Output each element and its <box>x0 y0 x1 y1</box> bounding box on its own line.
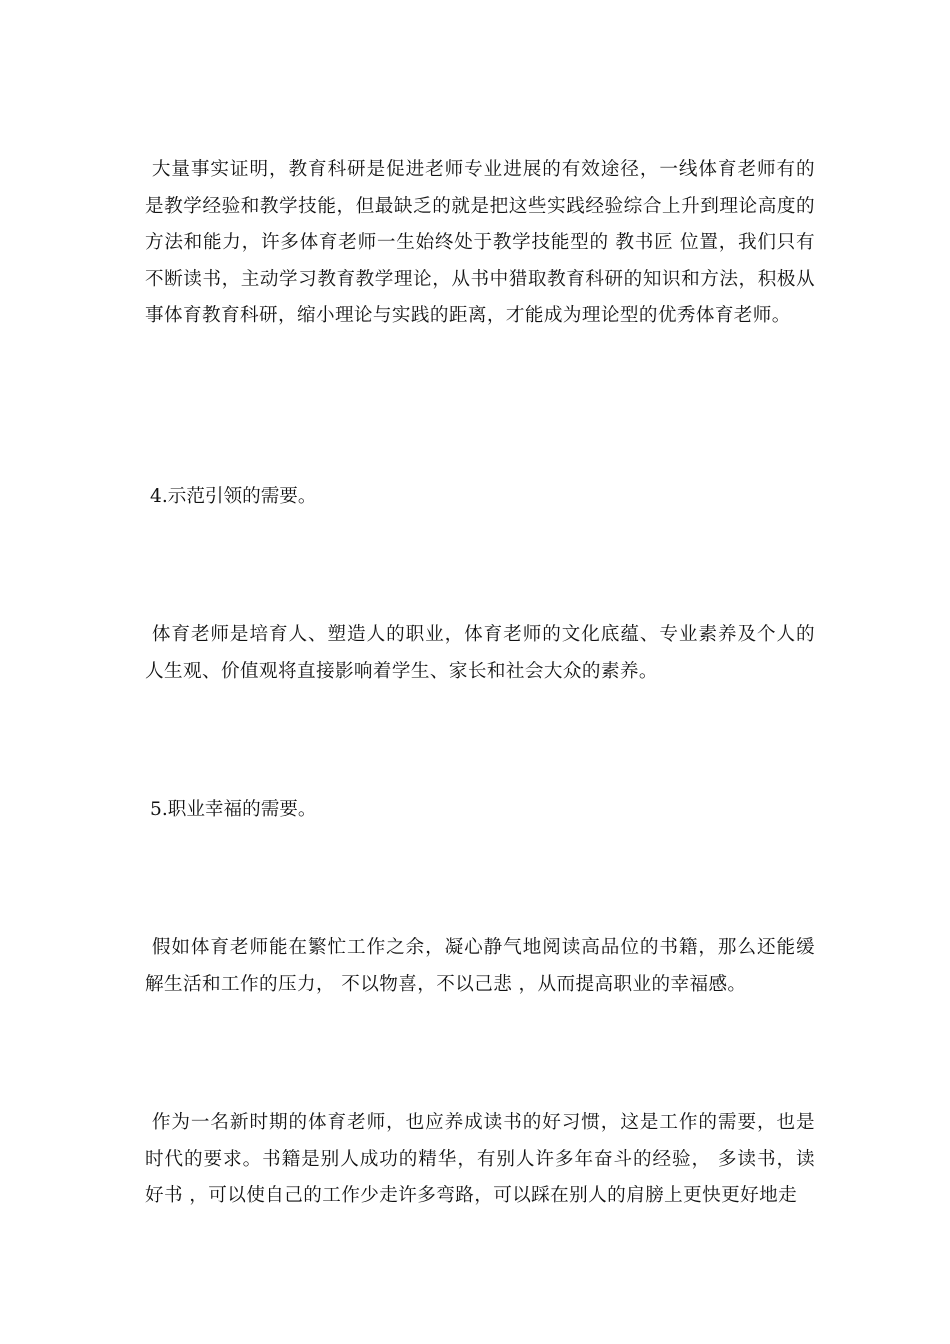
section-heading-5: 5.职业幸福的需要。 <box>150 799 317 820</box>
body-paragraph-reading-habit: 作为一名新时期的体育老师，也应养成读书的好习惯，这是工作的需要，也是时代的要求。书籍是别人成功的精华，有别人许多年奋斗的经验， 多读书，读好书 ，可以使自己的工作少走许多弯路，可以踩在别人的肩膀上更快更好地走 <box>145 1112 815 1206</box>
section-heading-4: 4.示范引领的需要。 <box>150 486 317 507</box>
body-paragraph-research: 大量事实证明，教育科研是促进老师专业进展的有效途径，一线体育老师有的是教学经验和教学技能，但最缺乏的就是把这些实践经验综合上升到理论高度的方法和能力，许多体育老师一生始终处于教学技能型的 教书匠 位置，我们只有不断读书，主动学习教育教学理论，从书中猎取教育科研的知识和方法，积极从事体育教育科研，缩小理论与实践的距离，才能成为理论型的优秀体育老师。 <box>145 159 815 326</box>
body-paragraph-role-model: 体育老师是培育人、塑造人的职业，体育老师的文化底蕴、专业素养及个人的人生观、价值观将直接影响着学生、家长和社会大众的素养。 <box>145 624 815 682</box>
body-paragraph-happiness: 假如体育老师能在繁忙工作之余，凝心静气地阅读高品位的书籍，那么还能缓解生活和工作的压力， 不以物喜，不以己悲 ，从而提高职业的幸福感。 <box>145 937 815 995</box>
